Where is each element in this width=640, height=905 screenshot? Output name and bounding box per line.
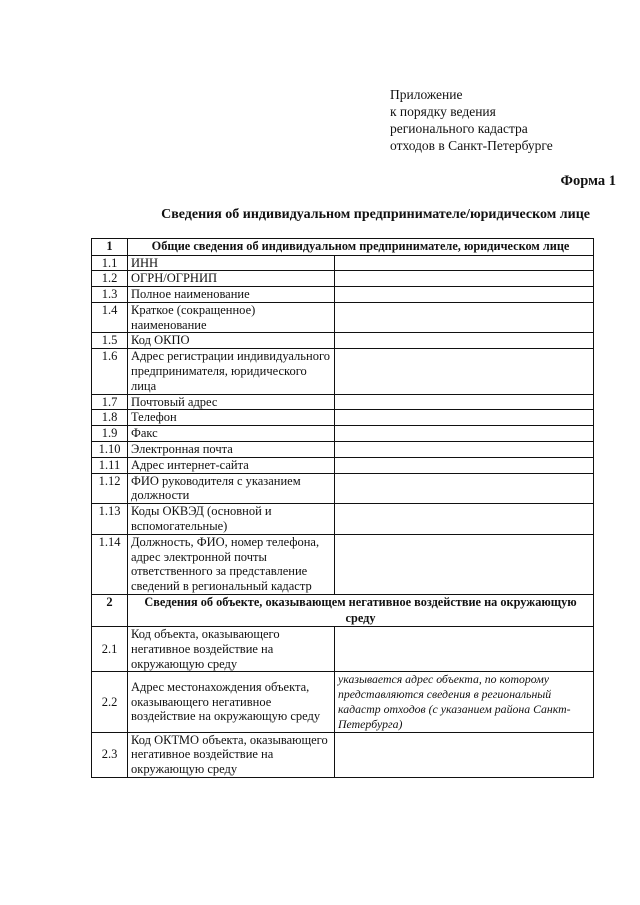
row-value-cell[interactable]	[335, 410, 594, 426]
row-value-cell[interactable]	[335, 732, 594, 777]
section-title: Общие сведения об индивидуальном предпринимателе, юридическом лице	[128, 239, 594, 256]
row-number: 1.1	[92, 255, 128, 271]
row-value-cell[interactable]	[335, 302, 594, 333]
row-label: ОГРН/ОГРНИП	[128, 271, 335, 287]
row-value-cell[interactable]	[335, 627, 594, 672]
appendix-line: к порядку ведения	[390, 104, 496, 119]
section-number: 2	[92, 595, 128, 627]
table-row	[92, 349, 594, 394]
row-value-cell[interactable]	[335, 457, 594, 473]
form-table	[91, 238, 594, 778]
row-number: 1.3	[92, 287, 128, 303]
section-number: 1	[92, 239, 128, 256]
table-row	[92, 426, 594, 442]
row-number: 1.11	[92, 457, 128, 473]
row-number: 1.6	[92, 349, 128, 394]
table-row	[92, 534, 594, 594]
row-number: 1.4	[92, 302, 128, 333]
table-row	[92, 410, 594, 426]
table-row	[92, 271, 594, 287]
row-value-cell[interactable]	[335, 349, 594, 394]
row-number: 2.1	[92, 627, 128, 672]
appendix-line: отходов в Санкт-Петербурге	[390, 138, 553, 153]
row-value-cell[interactable]	[335, 442, 594, 458]
table-row	[92, 255, 594, 271]
table-row	[92, 287, 594, 303]
table-row	[92, 672, 594, 732]
row-number: 1.2	[92, 271, 128, 287]
table-row	[92, 732, 594, 777]
table-row	[92, 442, 594, 458]
row-label: Коды ОКВЭД (основной и вспомогательные)	[128, 504, 335, 535]
row-label: Почтовый адрес	[128, 394, 335, 410]
row-label: Код ОКПО	[128, 333, 335, 349]
table-row	[92, 627, 594, 672]
row-note[interactable]: указывается адрес объекта, по которому представляются сведения в региональный кадастр отходов (с указанием района Санкт-Петербурга)	[335, 672, 594, 732]
table-row	[92, 302, 594, 333]
table-row	[92, 473, 594, 504]
row-value-cell[interactable]	[335, 333, 594, 349]
row-value-cell[interactable]	[335, 255, 594, 271]
row-value-cell[interactable]	[335, 534, 594, 594]
table-row	[92, 394, 594, 410]
section-header-row	[92, 595, 594, 627]
row-label: Телефон	[128, 410, 335, 426]
form-label: Форма 1	[560, 173, 616, 189]
row-number: 1.10	[92, 442, 128, 458]
row-label: Код ОКТМО объекта, оказывающего негативное воздействие на окружающую среду	[128, 732, 335, 777]
row-label: Факс	[128, 426, 335, 442]
row-value-cell[interactable]	[335, 426, 594, 442]
row-number: 2.2	[92, 672, 128, 732]
row-label: ИНН	[128, 255, 335, 271]
appendix-block	[390, 86, 630, 154]
row-number: 1.14	[92, 534, 128, 594]
table-row	[92, 457, 594, 473]
appendix-line: регионального кадастра	[390, 121, 528, 136]
row-label: Полное наименование	[128, 287, 335, 303]
table-row	[92, 504, 594, 535]
row-value-cell[interactable]	[335, 287, 594, 303]
row-label: Код объекта, оказывающего негативное воздействие на окружающую среду	[128, 627, 335, 672]
row-number: 1.8	[92, 410, 128, 426]
row-label: Адрес местонахождения объекта, оказывающего негативное воздействие на окружающую среду	[128, 672, 335, 732]
row-label: ФИО руководителя с указанием должности	[128, 473, 335, 504]
row-number: 1.5	[92, 333, 128, 349]
document-title: Сведения об индивидуальном предпринимателе/юридическом лице	[161, 207, 590, 222]
row-value-cell[interactable]	[335, 504, 594, 535]
appendix-line: Приложение	[390, 87, 463, 102]
row-label: Адрес регистрации индивидуального предпринимателя, юридического лица	[128, 349, 335, 394]
table-row	[92, 333, 594, 349]
row-number: 1.7	[92, 394, 128, 410]
row-number: 1.9	[92, 426, 128, 442]
section-header-row	[92, 239, 594, 256]
row-label: Адрес интернет-сайта	[128, 457, 335, 473]
row-number: 1.12	[92, 473, 128, 504]
row-number: 2.3	[92, 732, 128, 777]
row-value-cell[interactable]	[335, 271, 594, 287]
row-number: 1.13	[92, 504, 128, 535]
row-label: Краткое (сокращенное) наименование	[128, 302, 335, 333]
row-label: Электронная почта	[128, 442, 335, 458]
row-value-cell[interactable]	[335, 394, 594, 410]
section-title: Сведения об объекте, оказывающем негативное воздействие на окружающую среду	[128, 595, 594, 627]
row-value-cell[interactable]	[335, 473, 594, 504]
row-label: Должность, ФИО, номер телефона, адрес электронной почты ответственного за представление сведений в региональный кадастр	[128, 534, 335, 594]
